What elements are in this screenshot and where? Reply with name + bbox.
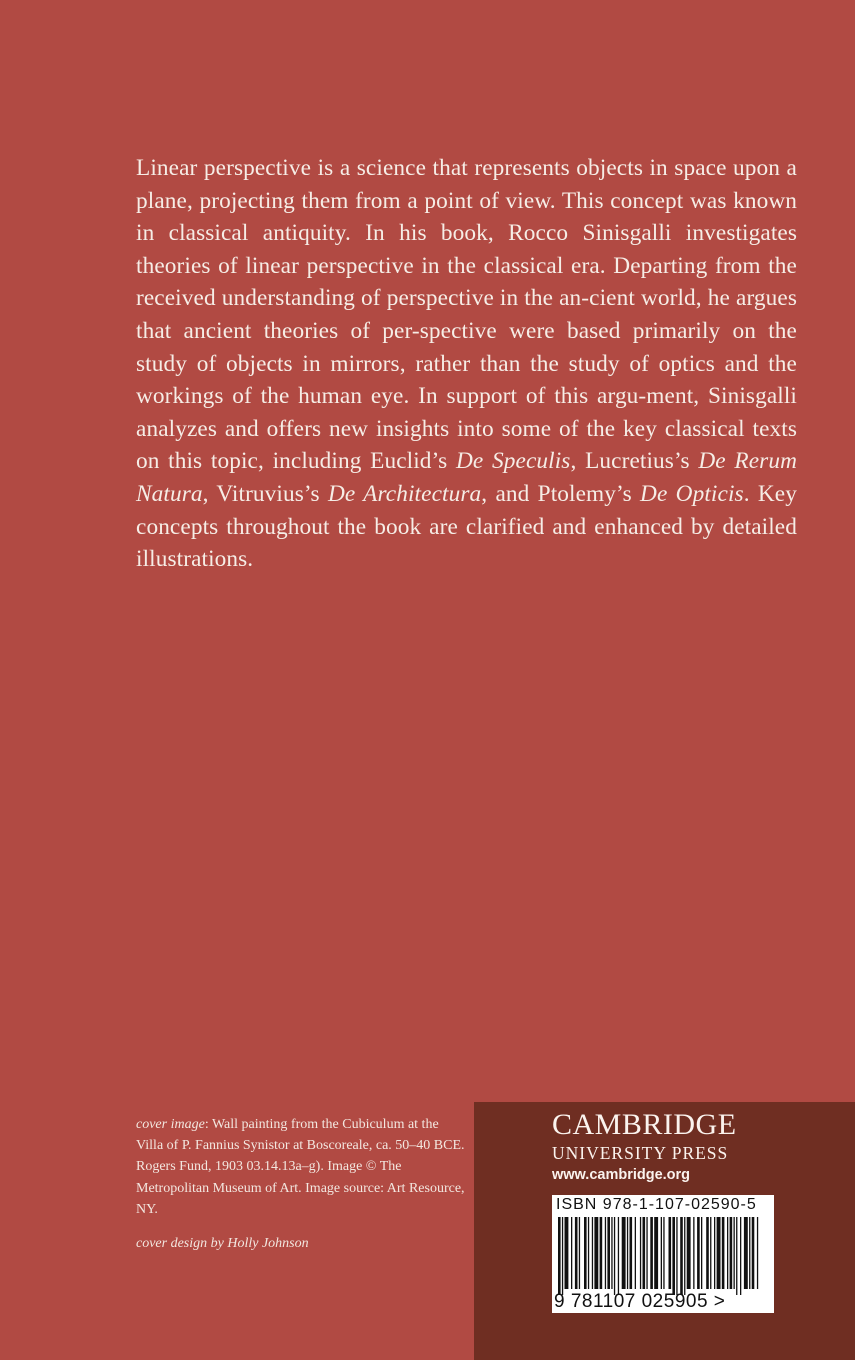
barcode-bar (588, 1217, 589, 1289)
barcode-bar (594, 1217, 598, 1289)
barcode-bar (757, 1217, 758, 1289)
barcode-bar (727, 1217, 728, 1289)
barcode-bar (622, 1217, 626, 1289)
barcode-bar (654, 1217, 658, 1289)
barcode-bar (630, 1217, 633, 1289)
barcode-bar (740, 1217, 741, 1295)
barcode (552, 1195, 774, 1313)
barcode-bar (643, 1217, 646, 1289)
barcode-digits: 9 781107 025905 > (554, 1291, 726, 1312)
barcode-bar (717, 1217, 721, 1289)
barcode-bar (575, 1217, 578, 1289)
barcode-bar (562, 1217, 563, 1295)
blurb-text: , Vitruvius’s (202, 480, 328, 507)
barcode-bar (592, 1217, 593, 1289)
publisher-url[interactable]: www.cambridge.org (552, 1167, 691, 1183)
barcode-bar (672, 1217, 675, 1295)
title-de-architectura: De Architectura (327, 480, 482, 507)
barcode-bar (605, 1217, 606, 1289)
blurb-text: Linear perspective is a science that represents objects in space upon a plane, projecting them from a point of view. This concept was known in classical antiquity. In his book, Rocco Sinisgalli investigates theories of linear perspective in the classical era. Departing from the received understanding of perspective in the an-cient world, he argues that ancient theories of per-spective were based primarily on the study of objects in mirrors, rather than the study of optics and the workings of the human eye. In support of this argu-ment, Sinisgalli analyzes and offers new insights into some of the key classical texts on this topic, including Euclid’s (136, 155, 797, 475)
publisher-panel (474, 1102, 855, 1360)
barcode-bar (635, 1217, 636, 1289)
barcode-bar (646, 1217, 647, 1289)
blurb-text: . Key concepts throughout the book are clarified and enhanced by detailed illustrations. (136, 480, 798, 573)
barcode-bar (627, 1217, 628, 1289)
publisher-logo: CAMBRIDGE (552, 1108, 737, 1141)
blurb-text: , and Ptolemy’s (481, 480, 641, 507)
barcode-bar (565, 1217, 569, 1289)
barcode-bar (736, 1217, 737, 1295)
barcode-bar (618, 1217, 619, 1295)
barcode-bar (663, 1217, 664, 1289)
barcode-bar (710, 1217, 711, 1289)
back-cover-blurb (136, 152, 797, 576)
barcode-bar (650, 1217, 653, 1289)
cover-image-credit (136, 1114, 466, 1220)
barcode-bar (669, 1217, 672, 1289)
barcode-bar (558, 1217, 561, 1295)
barcode-bar (693, 1217, 694, 1289)
barcode-bar (661, 1217, 662, 1289)
barcode-bar (722, 1217, 725, 1289)
blurb-text: , Lucretius’s (570, 448, 699, 475)
barcode-bar (730, 1217, 733, 1289)
barcode-bar (714, 1217, 715, 1289)
barcode-bar (579, 1217, 580, 1289)
barcode-bar (734, 1217, 735, 1289)
barcode-bar (611, 1217, 612, 1289)
barcode-bar (571, 1217, 572, 1289)
barcode-bar (607, 1217, 610, 1289)
barcode-bar (584, 1217, 587, 1289)
isbn-text: ISBN 978-1-107-02590-5 (556, 1196, 757, 1213)
cover-design-credit: cover design by Holly Johnson (136, 1236, 309, 1251)
barcode-bar (614, 1217, 615, 1295)
barcode-bar (749, 1217, 750, 1289)
cover-image-label: cover image (136, 1117, 205, 1132)
barcode-bar (676, 1217, 677, 1295)
barcode-bar (744, 1217, 748, 1289)
publisher-subtitle: UNIVERSITY PRESS (552, 1143, 729, 1163)
barcode-bar (600, 1217, 603, 1289)
barcode-bar (640, 1217, 641, 1289)
title-de-opticis: De Opticis (640, 480, 744, 507)
barcode-bar (706, 1217, 709, 1289)
title-de-speculis: De Speculis (455, 448, 571, 475)
barcode-bar (680, 1217, 683, 1295)
cover-image-text: : Wall painting from the Cubiculum at the Villa of P. Fannius Synistor at Boscoreale, ca. 50–40 BCE. Rogers Fund, 1903 03.14.13a–g). Image © The Metropolitan Museum of Art. Image source: Art Resource, NY. (136, 1117, 465, 1217)
barcode-bar (752, 1217, 755, 1289)
barcode-bar (687, 1217, 691, 1289)
barcode-bar (684, 1217, 685, 1295)
barcode-bar (697, 1217, 700, 1289)
title-de-rerum-natura: De Rerum Natura (136, 448, 798, 507)
barcode-bar (701, 1217, 702, 1289)
